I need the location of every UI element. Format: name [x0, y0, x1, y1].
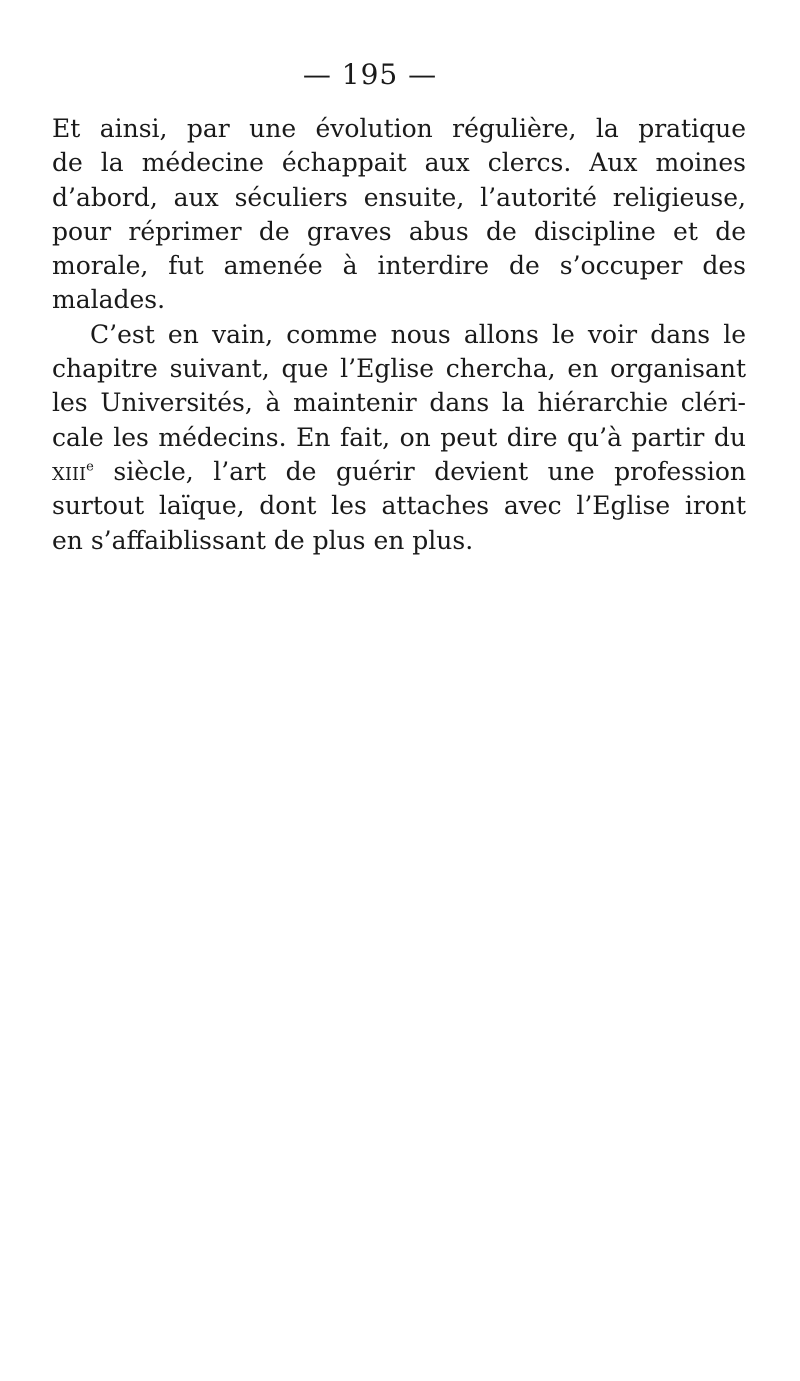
body-text [52, 112, 746, 558]
text-line: morale, fut amenée à interdire de s’occuper des [52, 251, 746, 281]
text-line: chapitre suivant, que l’Eglise chercha, en organisant [52, 354, 746, 384]
text-line: surtout laïque, dont les attaches avec l’Eglise iront [52, 491, 746, 521]
text-line: en s’affaiblissant de plus en plus. [52, 525, 474, 555]
text-line: pour réprimer de graves abus de discipline et de [52, 216, 746, 246]
text-line: Et ainsi, par une évolution régulière, la pratique [52, 114, 746, 143]
text-line: d’abord, aux séculiers ensuite, l’autorité religieuse, [52, 182, 746, 212]
text-line-with-century [52, 455, 746, 489]
century-numeral: xiii [52, 456, 87, 486]
page-number: — 195 — [302, 58, 438, 91]
text-line: de la médecine échappait aux clercs. Aux moines [52, 148, 746, 178]
text-line: les Universités, à maintenir dans la hiérarchie cléri- [52, 388, 746, 418]
text-line: C’est en vain, comme nous allons le voir dans le [90, 319, 746, 349]
text-line-rest: siècle, l’art de guérir devient une profession [113, 456, 747, 486]
century-suffix: e [86, 459, 94, 475]
text-line: malades. [52, 285, 166, 315]
text-line: cale les médecins. En fait, on peut dire qu’à partir du [52, 422, 746, 452]
